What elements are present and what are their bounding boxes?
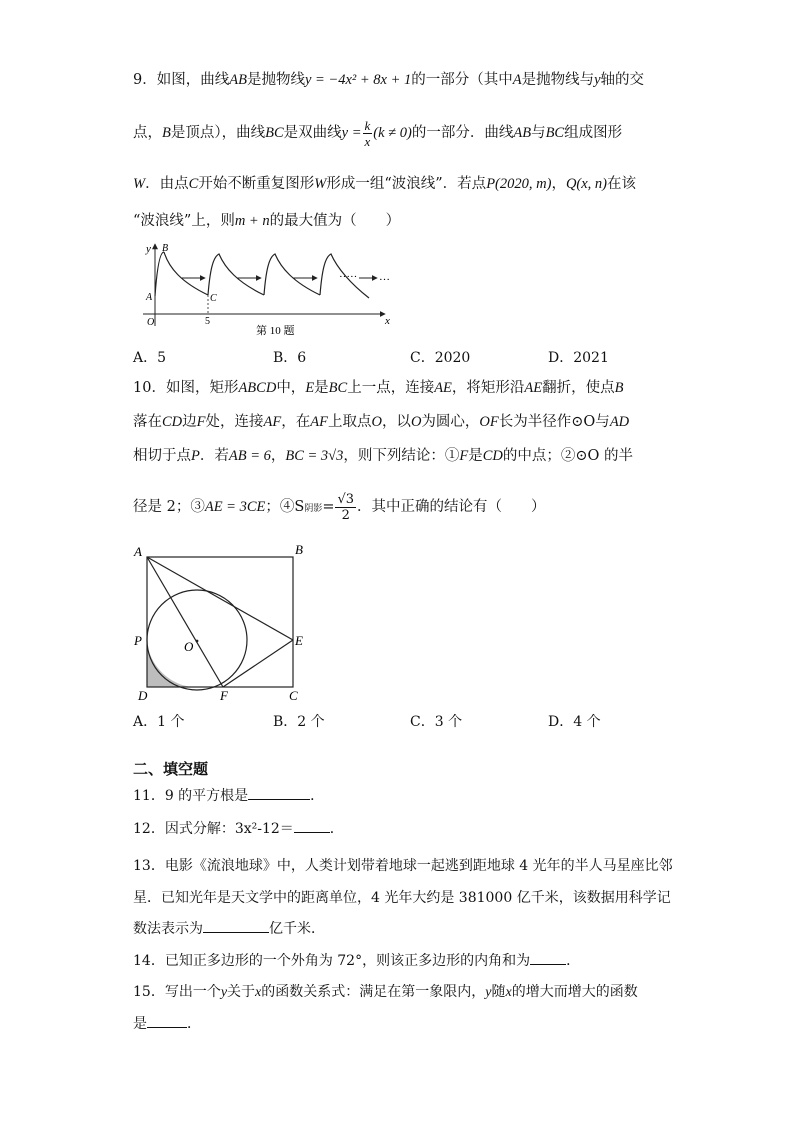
q10-var: CD	[482, 448, 503, 464]
q10-text: 中，	[276, 380, 306, 396]
q9-text: 轴的交	[600, 72, 645, 88]
q9-text: 的最大值为（ ）	[269, 213, 401, 229]
label-c: C	[289, 688, 298, 703]
label-dots: ·····	[339, 271, 358, 283]
q10-var: P	[191, 448, 200, 464]
q10-var: B	[614, 380, 624, 396]
q10-options	[133, 711, 693, 731]
q10-text: 相切于点	[133, 448, 191, 464]
q15-line-1	[133, 982, 638, 1003]
q11-answer-blank[interactable]	[248, 785, 310, 800]
label-o: O	[147, 317, 155, 328]
q9-wave-figure	[133, 238, 398, 338]
q10-text: 是	[468, 448, 483, 464]
wave-3	[264, 254, 320, 295]
q10-text: ．其中正确的结论有（ ）	[357, 499, 546, 515]
label-o: O	[184, 639, 194, 654]
q9-var: y	[594, 72, 601, 88]
q9-text: 9．如图，曲线	[133, 72, 230, 88]
label-a: A	[146, 292, 153, 303]
q10-option-c[interactable]: C．3 个	[410, 714, 463, 730]
q15-line-2	[133, 1013, 201, 1034]
q10-var: BC	[328, 380, 348, 396]
q10-line-3	[133, 446, 633, 466]
q15-var: x	[255, 985, 262, 1000]
wave-2	[208, 254, 264, 295]
q9-var: BC	[265, 125, 284, 141]
label-x: x	[385, 315, 390, 327]
q13-text: 亿千米．	[269, 921, 325, 937]
q10-rectangle-figure	[128, 540, 318, 705]
q10-var: CD	[162, 414, 183, 430]
q9-text: 在该	[607, 176, 637, 192]
q15-end: ．	[187, 1016, 201, 1032]
q10-text: 处，连接	[205, 414, 264, 430]
q9-text: 是抛物线与	[521, 72, 595, 88]
q9-var: AB	[229, 72, 247, 88]
q10-condition-ab: AB = 6	[228, 448, 271, 464]
q9-line-3	[133, 174, 636, 194]
q9-option-b[interactable]: B．6	[273, 350, 307, 366]
q10-var: F	[459, 448, 469, 464]
q10-option-a[interactable]: A．1 个	[133, 714, 185, 730]
q10-var: O	[410, 414, 422, 430]
q10-text: 翻折，使点	[542, 380, 615, 396]
q10-text: 上一点，连接	[347, 380, 435, 396]
label-p: P	[134, 633, 142, 648]
curve-bc	[164, 252, 208, 295]
q10-var: AE	[434, 380, 452, 396]
q10-option-b[interactable]: B．2 个	[273, 714, 325, 730]
q9-point-q: Q(x, n)	[565, 176, 608, 192]
q9-text: 的一部分（其中	[411, 72, 513, 88]
q14-end: ．	[566, 953, 581, 969]
q9-line-2	[133, 116, 622, 150]
q12	[133, 818, 344, 839]
label-y: y	[146, 243, 151, 255]
q12-answer-blank[interactable]	[294, 818, 330, 833]
q9-var: C	[188, 176, 199, 192]
q10-var: F	[196, 414, 206, 430]
q10-text: 边	[182, 414, 197, 430]
q9-var: BC	[545, 125, 565, 141]
q11	[133, 785, 324, 806]
q9-var: AB	[513, 125, 532, 141]
q9-var: A	[512, 72, 522, 88]
q10-line-2	[133, 412, 629, 432]
q15-var: x	[505, 985, 512, 1000]
q10-line-1	[133, 378, 624, 398]
q10-fraction-denominator: 2	[341, 507, 350, 523]
q10-shade-subscript: 阴影	[304, 504, 323, 514]
q9-text: ，	[551, 176, 566, 192]
q10-text: 为圆心，	[421, 414, 480, 430]
q10-text: ，则下列结论：①	[343, 448, 460, 464]
q12-end: ．	[329, 821, 344, 837]
q15-text: 的函数关系式：满足在第一象限内，	[261, 984, 486, 1000]
q9-line-4	[133, 211, 400, 231]
q10-text: ；④S	[265, 499, 305, 515]
label-b: B	[295, 542, 303, 557]
label-d: D	[138, 688, 148, 703]
section-heading: 二、填空题	[133, 760, 209, 778]
q10-fraction-numerator: √3	[337, 491, 355, 507]
q9-option-c[interactable]: C．2020	[410, 350, 471, 366]
q15-text: 15．写出一个	[133, 984, 221, 1000]
q9-text: 形成一组“波浪线”．若点	[326, 176, 487, 192]
q10-text: 的中点；②⊙O 的半	[502, 448, 634, 464]
label-e: E	[295, 633, 303, 648]
label-c: C	[210, 293, 217, 304]
q10-condition-bc: BC = 3√3	[285, 448, 344, 464]
q9-expression: m + n	[234, 213, 270, 229]
q9-text: 与	[531, 125, 546, 141]
q10-text: 上取点	[327, 414, 372, 430]
q10-text: 长为半径作⊙O与	[498, 414, 610, 430]
q15-text: 的增大而增大的函数	[511, 984, 638, 1000]
q10-var: O	[371, 414, 382, 430]
segment-ef	[223, 640, 293, 687]
q10-text: ，以	[381, 414, 411, 430]
q15-text: 是	[133, 1016, 147, 1032]
q9-text: 点，	[133, 125, 162, 141]
q9-fraction-numerator: k	[364, 117, 371, 133]
label-ellipsis: …	[379, 271, 390, 283]
q9-text: 是抛物线	[246, 72, 305, 88]
figure-caption: 第 10 题	[256, 325, 295, 337]
q10-claim-3: AE = 3CE	[204, 499, 266, 515]
segment-af	[147, 557, 223, 687]
label-f: F	[220, 688, 228, 703]
rectangle-abcd	[147, 557, 293, 687]
q10-text: ．若	[199, 448, 229, 464]
q9-fraction-denominator: x	[364, 133, 371, 149]
q9-hyperbola-lhs: y =	[341, 125, 362, 141]
q10-var: OF	[479, 414, 499, 430]
q10-text: ，将矩形沿	[451, 380, 525, 396]
q9-text: 组成图形	[564, 125, 623, 141]
q9-line-1	[133, 70, 644, 90]
q10-option-d[interactable]: D．4 个	[548, 714, 601, 730]
label-5: 5	[205, 316, 210, 327]
q10-line-4	[133, 487, 546, 529]
q9-text: ．由点	[145, 176, 189, 192]
q11-text: 11．9 的平方根是	[133, 788, 249, 804]
q15-var: y	[485, 985, 492, 1000]
q14-answer-blank[interactable]	[530, 950, 566, 965]
q10-text: ，在	[281, 414, 311, 430]
q10-var: E	[305, 380, 315, 396]
q9-text: 的一部分．曲线	[411, 125, 514, 141]
q11-end: ．	[310, 788, 325, 804]
q13-line-3	[133, 918, 325, 939]
q14	[133, 950, 580, 971]
q10-var: ABCD	[238, 380, 277, 396]
q9-parabola-equation: y = −4x² + 8x + 1	[304, 72, 412, 88]
label-b: B	[162, 243, 169, 254]
q10-text: 落在	[133, 414, 162, 430]
q9-text: 是顶点），曲线	[170, 125, 266, 141]
q9-var: B	[162, 125, 171, 141]
q9-text: 开始不断重复图形	[198, 176, 315, 192]
q10-var: AF	[310, 414, 328, 430]
q10-var: AE	[524, 380, 543, 396]
q10-text: 径是 2；③	[133, 499, 205, 515]
q13-line-1: 13．电影《流浪地球》中，人类计划带着地球一起逃到距地球 4 光年的半人马星座比邻	[133, 858, 673, 874]
q10-var: AD	[609, 414, 630, 430]
q15-text: 随	[491, 984, 506, 1000]
q15-var: y	[220, 985, 228, 1000]
q10-var: AF	[263, 414, 282, 430]
q13-answer-blank[interactable]	[203, 918, 269, 933]
q9-option-d[interactable]: D．2021	[548, 350, 609, 366]
q9-text: “波浪线”上，则	[133, 213, 235, 229]
q9-fraction	[363, 118, 373, 149]
q12-text: 12．因式分解：3x²-12＝	[133, 821, 294, 837]
q9-text: 是双曲线	[283, 125, 342, 141]
q10-text: ，	[270, 448, 286, 464]
q10-fraction	[335, 492, 356, 523]
q9-option-a[interactable]: A．5	[133, 350, 167, 366]
q13-line-2: 星．已知光年是天文学中的距离单位，4 光年大约是 381000 亿千米，该数据用科学记	[133, 890, 671, 906]
q10-text: 是	[314, 380, 329, 396]
q9-point-p: P(2020, m)	[486, 176, 552, 192]
label-a: A	[134, 544, 142, 559]
q15-text: 关于	[227, 984, 256, 1000]
center-dot	[196, 640, 199, 643]
q10-text: =	[322, 499, 335, 515]
q9-var: W	[314, 176, 327, 192]
q13-text: 数法表示为	[133, 921, 203, 937]
q9-options	[133, 347, 693, 367]
q14-text: 14．已知正多边形的一个外角为 72°，则该正多边形的内角和为	[133, 953, 531, 969]
q10-text: 10．如图，矩形	[133, 380, 239, 396]
q15-answer-blank[interactable]	[147, 1013, 187, 1028]
q9-k-condition: (k ≠ 0)	[373, 125, 412, 141]
curve-ab	[155, 252, 164, 296]
q9-var: W	[133, 176, 146, 192]
